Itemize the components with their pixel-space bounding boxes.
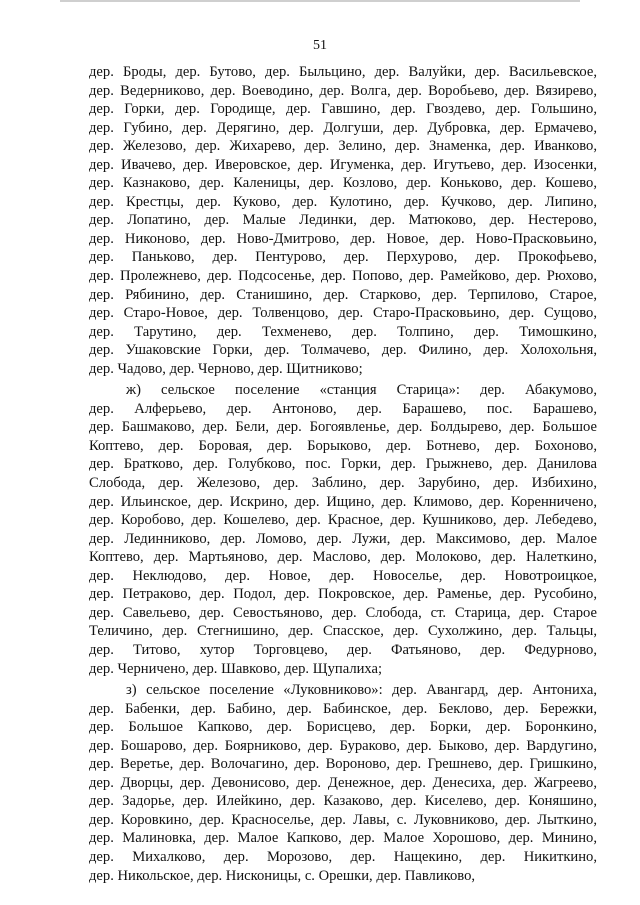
paragraph [89, 381, 597, 678]
text-line: дер. Савельево, дер. Севостьяново, дер. Слобода, ст. Старица, дер. Старое [89, 604, 597, 621]
text-line: дер. Задорье, дер. Илейкино, дер. Казаково, дер. Киселево, дер. Коняшино, [89, 793, 597, 810]
text-line: дер. Лопатино, дер. Малые Лединки, дер. Матюково, дер. Нестерово, [89, 212, 597, 229]
text-line: дер. Алферьево, дер. Антоново, дер. Барашево, пос. Барашево, [89, 400, 597, 417]
text-line: дер. Крестцы, дер. Куково, дер. Кулотино, дер. Кучково, дер. Липино, [89, 193, 597, 210]
text-line: з) сельское поселение «Луковниково»: дер. Авангард, дер. Антониха, [126, 682, 597, 699]
text-line: ж) сельское поселение «станция Старица»: дер. Абакумово, [126, 382, 597, 399]
text-line: Слобода, дер. Железово, дер. Заблино, дер. Зарубино, дер. Избихино, [89, 475, 597, 492]
text-line: дер. Веретье, дер. Волочагино, дер. Вороново, дер. Грешнево, дер. Гришкино, [89, 756, 597, 773]
text-line: дер. Братково, дер. Голубково, пос. Горки, дер. Грыжнево, дер. Данилова [89, 456, 597, 473]
text-line: дер. Старо-Новое, дер. Толвенцово, дер. Старо-Прасковьино, дер. Сущово, [89, 305, 597, 322]
text-line: дер. Михалково, дер. Морозово, дер. Нащекино, дер. Никиткино, [89, 848, 597, 865]
text-line: дер. Коробово, дер. Кошелево, дер. Красное, дер. Кушниково, дер. Лебедево, [89, 512, 597, 529]
text-line: дер. Ведерниково, дер. Воеводино, дер. Волга, дер. Воробьево, дер. Вязирево, [89, 82, 597, 99]
text-line: дер. Большое Капково, дер. Борисцево, дер. Борки, дер. Боронкино, [89, 719, 597, 736]
text-line: дер. Тарутино, дер. Техменево, дер. Толпино, дер. Тимошкино, [89, 323, 597, 340]
text-line: дер. Казнаково, дер. Каленицы, дер. Козлово, дер. Коньково, дер. Кошево, [89, 175, 597, 192]
text-line: дер. Дворцы, дер. Девонисово, дер. Денежное, дер. Денесиха, дер. Жагреево, [89, 774, 597, 791]
text-line: дер. Коровкино, дер. Красноселье, дер. Лавы, с. Луковниково, дер. Лыткино, [89, 811, 597, 828]
text-line: дер. Ильинское, дер. Искрино, дер. Ищино, дер. Климово, дер. Коренничено, [89, 493, 597, 510]
page-number: 51 [313, 38, 327, 53]
document-body [89, 63, 597, 885]
text-line: дер. Малиновка, дер. Малое Капково, дер. Малое Хорошово, дер. Минино, [89, 830, 597, 847]
text-line: дер. Петраково, дер. Подол, дер. Покровское, дер. Раменье, дер. Русобино, [89, 586, 597, 603]
text-line: Коптево, дер. Боровая, дер. Борыково, дер. Ботнево, дер. Бохоново, [89, 437, 597, 454]
text-line: дер. Губино, дер. Дерягино, дер. Долгуши, дер. Дубровка, дер. Ермачево, [89, 119, 597, 136]
text-line: дер. Башмаково, дер. Бели, дер. Богоявленье, дер. Болдырево, дер. Большое [89, 419, 597, 436]
text-line: дер. Чадово, дер. Черново, дер. Щитниково; [89, 360, 363, 377]
text-line: дер. Бабенки, дер. Бабино, дер. Бабинское, дер. Беклово, дер. Бережки, [89, 700, 597, 717]
text-line: Теличино, дер. Стегнишино, дер. Спасское, дер. Сухолжино, дер. Тальцы, [89, 623, 597, 640]
text-line: дер. Рябинино, дер. Станишино, дер. Старково, дер. Терпилово, Старое, [89, 286, 597, 303]
text-line: Коптево, дер. Мартьяново, дер. Маслово, дер. Молоково, дер. Налеткино, [89, 549, 597, 566]
text-line: дер. Никольское, дер. Нисконицы, с. Орешки, дер. Павликово, [89, 867, 476, 884]
text-line: дер. Никоново, дер. Ново-Дмитрово, дер. Новое, дер. Ново-Прасковьино, [89, 230, 597, 247]
text-line: дер. Ивачево, дер. Иверовское, дер. Игуменка, дер. Игутьево, дер. Изосенки, [89, 156, 597, 173]
paragraph [89, 63, 597, 378]
text-line: дер. Бошарово, дер. Боярниково, дер. Бураково, дер. Быково, дер. Вардугино, [89, 737, 597, 754]
text-line: дер. Пролежнево, дер. Подсосенье, дер. Попово, дер. Рамейково, дер. Рюхово, [89, 268, 597, 285]
text-line: дер. Титово, хутор Торговцево, дер. Фатьяново, дер. Федурново, [89, 641, 597, 658]
text-line: дер. Паньково, дер. Пентурово, дер. Перхурово, дер. Прокофьево, [89, 249, 597, 266]
text-line: дер. Ушаковские Горки, дер. Толмачево, дер. Филино, дер. Холохольня, [89, 342, 597, 359]
scan-edge-line [60, 0, 580, 2]
text-line: дер. Черничено, дер. Шавково, дер. Щупалиха; [89, 660, 383, 677]
text-line: дер. Горки, дер. Городище, дер. Гавшино, дер. Гвоздево, дер. Гольшино, [89, 101, 597, 118]
text-line: дер. Броды, дер. Бутово, дер. Быльцино, дер. Валуйки, дер. Васильевское, [89, 64, 597, 80]
paragraph [89, 681, 597, 885]
text-line: дер. Неклюдово, дер. Новое, дер. Новоселье, дер. Новотроицкое, [89, 567, 597, 584]
text-line: дер. Лединниково, дер. Ломово, дер. Лужи, дер. Максимово, дер. Малое [89, 530, 597, 547]
text-line: дер. Железово, дер. Жихарево, дер. Зелино, дер. Знаменка, дер. Иванково, [89, 138, 597, 155]
